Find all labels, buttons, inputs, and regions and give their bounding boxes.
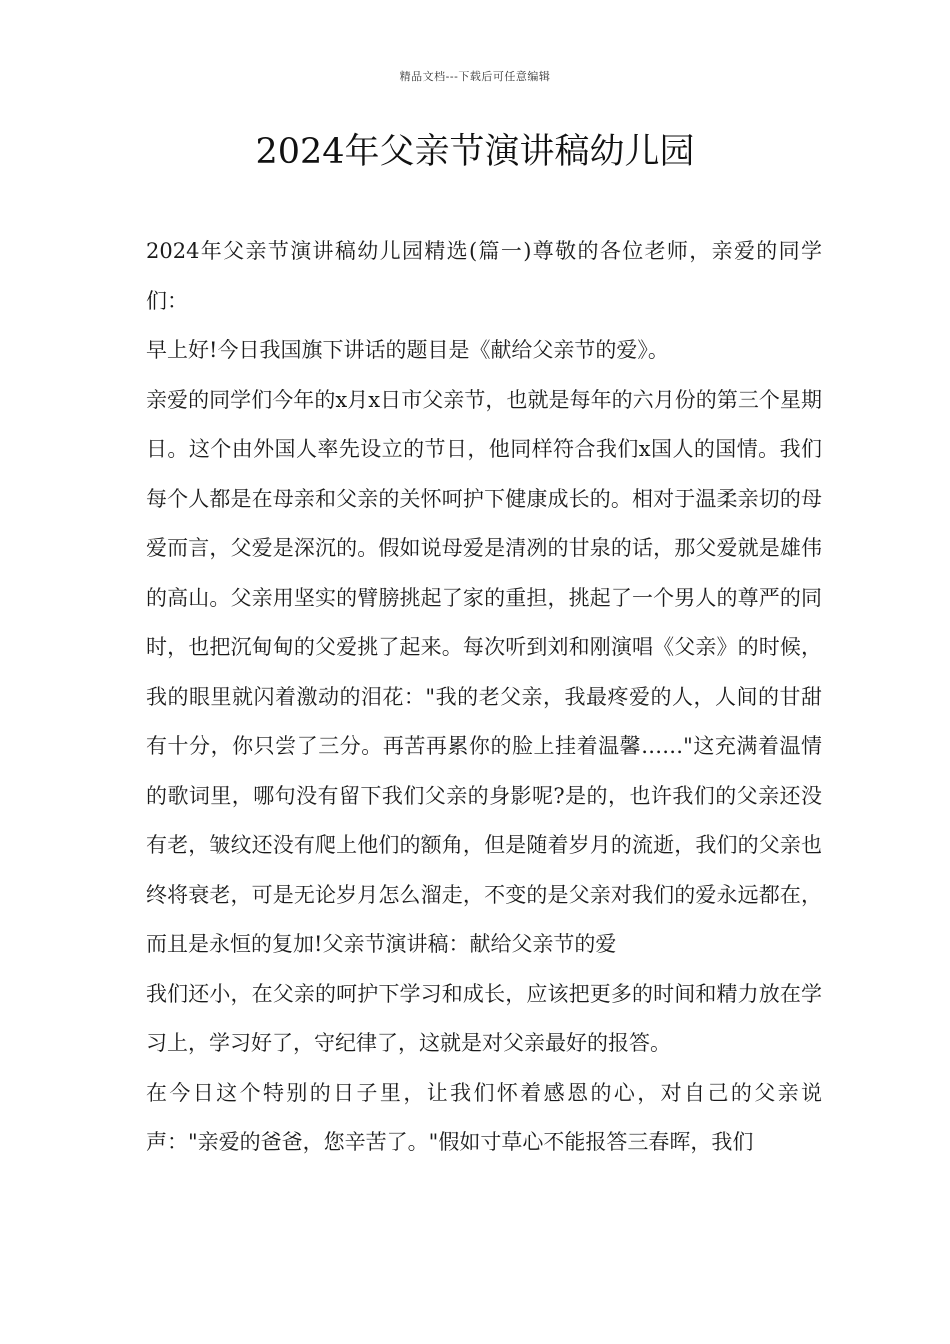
paragraph-5: 在今日这个特别的日子里，让我们怀着感恩的心，对自己的父亲说声："亲爱的爸爸，您辛苦了。"假如寸草心不能报答三春晖，我们 xyxy=(146,1080,822,1154)
paragraph-1: 2024年父亲节演讲稿幼儿园精选(篇一)尊敬的各位老师，亲爱的同学们： xyxy=(146,239,822,313)
header-note: 精品文档---下载后可任意编辑 xyxy=(399,70,551,83)
paragraph-3: 亲爱的同学们今年的x月x日市父亲节，也就是每年的六月份的第三个星期日。这个由外国人率先设立的节日，他同样符合我们x国人的国情。我们每个人都是在母亲和父亲的关怀呵护下健康成长的。相对于温柔亲切的母爱而言，父爱是深沉的。假如说母爱是清冽的甘泉的话，那父爱就是雄伟的高山。父亲用坚实的臂膀挑起了家的重担，挑起了一个男人的尊严的同时，也把沉甸甸的父爱挑了起来。每次听到刘和刚演唱《父亲》的时候，我的眼里就闪着激动的泪花："我的老父亲，我最疼爱的人，人间的甘甜有十分，你只尝了三分。再苦再累你的脸上挂着温馨……"这充满着温情的歌词里，哪句没有留下我们父亲的身影呢?是的，也许我们的父亲还没有老，皱纹还没有爬上他们的额角，但是随着岁月的流逝，我们的父亲也终将衰老，可是无论岁月怎么溜走，不变的是父亲对我们的爱永远都在，而且是永恒的复加!父亲节演讲稿：献给父亲节的爱 xyxy=(146,387,822,956)
body-text xyxy=(146,227,822,1168)
paragraph-4: 我们还小，在父亲的呵护下学习和成长，应该把更多的时间和精力放在学习上，学习好了，守纪律了，这就是对父亲最好的报答。 xyxy=(146,981,822,1055)
page-title: 2024年父亲节演讲稿幼儿园 xyxy=(255,132,695,172)
paragraph-2: 早上好!今日我国旗下讲话的题目是《献给父亲节的爱》。 xyxy=(146,338,669,362)
